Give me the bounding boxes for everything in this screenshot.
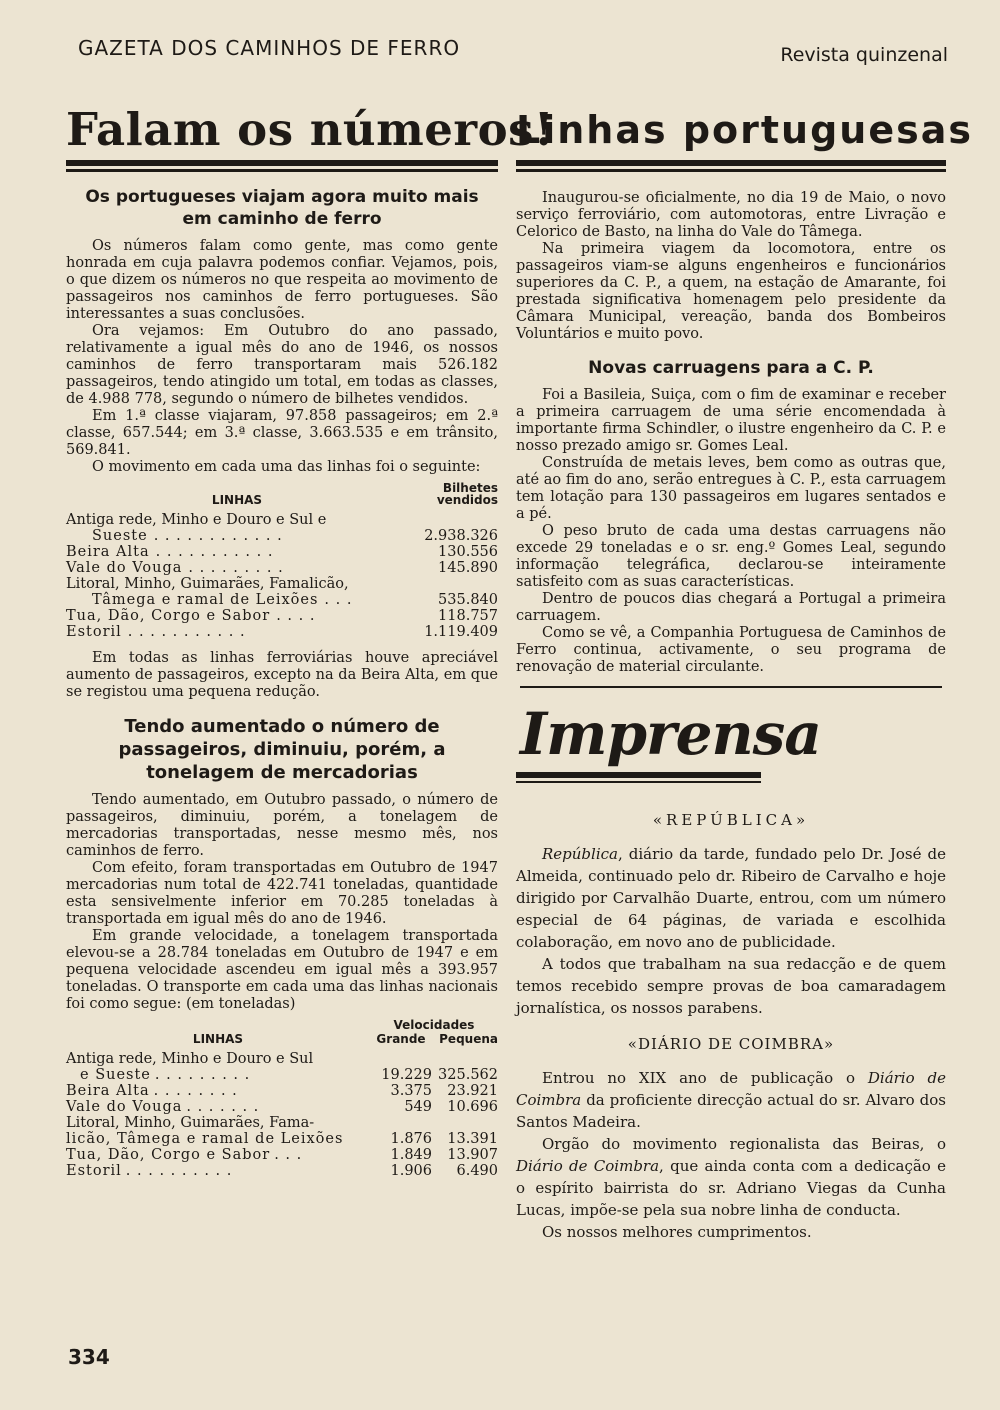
paragraph: Inaugurou-se oficialmente, no dia 19 de Maio, o novo serviço ferroviário, com automotoras, entre Livração e Celorico de Basto, na linha do Vale do Tâmega. <box>516 190 946 240</box>
col-lines: LINHAS <box>192 1032 244 1046</box>
table-row <box>66 1163 498 1179</box>
paragraph: Os nossos melhores cumprimentos. <box>542 1223 812 1241</box>
newspaper-name: Diário de Coimbra <box>516 1157 660 1175</box>
tickets-value: 1.119.409 <box>424 624 498 640</box>
table-row <box>66 1099 498 1115</box>
tickets-value: 130.556 <box>438 544 498 560</box>
col-lines: LINHAS <box>211 493 263 507</box>
press-title-rule-thin <box>516 781 761 783</box>
paragraph: Orgão do movimento regionalista das Beiras, o Diário de Coimbra, que ainda conta com a dedicação e o espírito bairrista do sr. Adriano Viegas da Cunha Lucas, impõe-se pela sua nobre linha de conducta. <box>516 1135 946 1219</box>
press-item-name: «REPÚBLICA» <box>652 811 810 829</box>
paragraph: Foi a Basileia, Suiça, com o fim de examinar e receber a primeira carruagem de uma série encomendada à importante firma Schindler, o ilustre engenheiro da C. P. e nosso prezado amigo sr. Gomes Leal. <box>516 387 946 454</box>
grande-value: 1.849 <box>390 1147 432 1163</box>
table-row <box>66 1115 498 1131</box>
paragraph: Os números falam como gente, mas como gente honrada em cuja palavra podemos confiar. Vejamos, pois, o que dizem os números no que respeita ao movimento de passageiros nos caminhos de ferro portugueses. São interessantes a suas conclusões. <box>66 238 498 322</box>
paragraph: A todos que trabalham na sua redacção e de quem temos recebido sempre provas de boa camaradagem jornalística, os nossos parabens. <box>516 955 946 1017</box>
journal-type: Revista quinzenal <box>780 44 948 66</box>
left-article-title: Falam os números! <box>66 103 555 156</box>
paragraph: Dentro de poucos dias chegará a Portugal a primeira carruagem. <box>516 591 946 624</box>
pequena-value: 13.391 <box>447 1131 498 1147</box>
table-row <box>66 512 498 528</box>
freight-table <box>66 1019 498 1179</box>
tickets-value: 2.938.326 <box>424 528 498 544</box>
press-notes <box>516 811 946 1243</box>
subhead-passengers: Os portugueses viajam agora muito mais em caminho de ferro <box>85 187 479 229</box>
tickets-value: 535.840 <box>438 592 498 608</box>
section-divider <box>520 686 942 688</box>
line-name: Tua, Dão, Corgo e Sabor . . . . <box>66 608 316 624</box>
pequena-value: 6.490 <box>456 1163 498 1179</box>
right-article-title: Linhas portuguesas <box>516 108 974 152</box>
paragraph: República, diário da tarde, fundado pelo Dr. José de Almeida, continuado pelo dr. Ribeiro de Carvalho e hoje dirigido por Carvalhão Duarte, entrou, com um número especial de 64 páginas, de variada e escolhida colaboração, em novo ano de publicidade. <box>516 845 946 951</box>
table-row <box>66 1083 498 1099</box>
table-row <box>66 624 498 640</box>
line-name: Litoral, Minho, Guimarães, Fama- <box>66 1115 315 1131</box>
paragraph: O movimento em cada uma das linhas foi o seguinte: <box>92 459 481 475</box>
pequena-value: 325.562 <box>438 1067 498 1083</box>
paragraph: Entrou no XIX ano de publicação o Diário de Coimbra da proficiente direcção actual do sr. Alvaro dos Santos Madeira. <box>516 1069 946 1131</box>
grande-value: 1.876 <box>390 1131 432 1147</box>
table-row <box>66 1051 498 1067</box>
press-section-title: Imprensa <box>520 700 821 768</box>
newspaper-name: República <box>542 845 618 863</box>
line-name: Antiga rede, Minho e Douro e Sul <box>66 1051 314 1067</box>
line-name: Litoral, Minho, Guimarães, Famalicão, <box>66 576 349 592</box>
paragraph: Em todas as linhas ferroviárias houve apreciável aumento de passageiros, excepto na da Beira Alta, em que se registou uma pequena redução. <box>66 650 498 700</box>
line-name: Antiga rede, Minho e Douro e Sul e <box>66 512 327 528</box>
paragraph: Na primeira viagem da locomotora, entre os passageiros viam-se alguns engenheiros e funcionários superiores da C. P., a quem, na estação de Amarante, foi prestada significativa homenagem pelo presidente da Câmara Municipal, vereação, banda dos Bombeiros Voluntários e muito povo. <box>516 241 946 342</box>
title-rule <box>516 160 946 166</box>
line-name: licão, Tâmega e ramal de Leixões <box>66 1131 344 1147</box>
paragraph: Com efeito, foram transportadas em Outubro de 1947 mercadorias num total de 422.741 toneladas, quantidade esta sensivelmente inferior em 70.285 toneladas à transportada em igual mês do ano de 1946. <box>66 860 498 927</box>
title-rule <box>66 160 498 166</box>
table-row <box>66 528 498 544</box>
table-row <box>66 1067 498 1083</box>
pequena-value: 23.921 <box>447 1083 498 1099</box>
col-pequena: Pequena <box>439 1032 498 1046</box>
grande-value: 3.375 <box>390 1083 432 1099</box>
col-grande: Grande <box>376 1032 426 1046</box>
paragraph: Ora vejamos: Em Outubro do ano passado, relativamente a igual mês do ano de 1946, os nossos caminhos de ferro transportaram mais 526.182 passageiros, tendo atingido um total, em todas as classes, de 4.988 778, segundo o número de bilhetes vendidos. <box>66 323 498 407</box>
paragraph: Como se vê, a Companhia Portuguesa de Caminhos de Ferro continua, activamente, o seu programa de renovação de material circulante. <box>516 625 946 675</box>
line-name: e Sueste . . . . . . . . . <box>80 1067 251 1083</box>
line-name: Tâmega e ramal de Leixões . . . <box>92 592 353 608</box>
pequena-value: 10.696 <box>447 1099 498 1115</box>
grande-value: 1.906 <box>390 1163 432 1179</box>
press-title-rule <box>516 772 761 778</box>
left-column <box>66 103 555 1189</box>
page-number: 334 <box>68 1345 110 1369</box>
grande-value: 19.229 <box>381 1067 432 1083</box>
right-column <box>516 104 974 1243</box>
col-speeds: Velocidades <box>393 1018 475 1032</box>
table-row <box>66 1131 498 1147</box>
line-name: Vale do Vouga . . . . . . . <box>66 1099 260 1115</box>
paragraph: Tendo aumentado, em Outubro passado, o número de passageiros, diminuiu, porém, a tonelagem de mercadorias transportadas, nesse mesmo mês, nos caminhos de ferro. <box>66 792 498 859</box>
subhead-carriages: Novas carruagens para a C. P. <box>588 358 874 378</box>
press-item-name: «DIÁRIO DE COIMBRA» <box>627 1035 835 1053</box>
grande-value: 549 <box>404 1099 432 1115</box>
subhead-freight: Tendo aumentado o número de passageiros, diminuiu, porém, a tonelagem de mercadorias <box>118 716 446 783</box>
table-row <box>66 576 498 592</box>
line-name: Tua, Dão, Corgo e Sabor . . . <box>66 1147 303 1163</box>
col-tickets: Bilhetes vendidos <box>436 481 498 507</box>
tickets-value: 118.757 <box>438 608 498 624</box>
line-name: Estoril . . . . . . . . . . . <box>66 624 246 640</box>
paragraph: Em grande velocidade, a tonelagem transportada elevou-se a 28.784 toneladas em Outubro de 1947 e em pequena velocidade ascendeu em igual mês a 393.957 toneladas. O transporte em cada uma das linhas nacionais foi como segue: (em toneladas) <box>66 928 498 1012</box>
table-row <box>66 1147 498 1163</box>
table-row <box>66 592 498 608</box>
line-name: Vale do Vouga . . . . . . . . . <box>66 560 284 576</box>
pequena-value: 13.907 <box>447 1147 498 1163</box>
line-name: Sueste . . . . . . . . . . . . <box>92 528 283 544</box>
running-head <box>78 36 948 70</box>
table-row <box>66 608 498 624</box>
paragraph: Construída de metais leves, bem como as outras que, até ao fim do ano, serão entregues à C. P., esta carruagem tem lotação para 130 passageiros em lugares sentados e a pé. <box>516 455 946 522</box>
paragraph: O peso bruto de cada uma destas carruagens não excede 29 toneladas e o sr. eng.º Gomes Leal, segundo informação telegráfica, declarou-se inteiramente satisfeito com as suas características. <box>516 523 946 590</box>
newspaper-name: Diário de Coimbra <box>516 1069 946 1109</box>
title-rule-thin <box>66 169 498 172</box>
journal-title: GAZETA DOS CAMINHOS DE FERRO <box>78 36 461 60</box>
table-row <box>66 544 498 560</box>
line-name: Estoril . . . . . . . . . . <box>66 1163 233 1179</box>
table-row <box>66 560 498 576</box>
tickets-value: 145.890 <box>438 560 498 576</box>
tickets-table <box>66 482 498 640</box>
paragraph: Em 1.ª classe viajaram, 97.858 passageiros; em 2.ª classe, 657.544; em 3.ª classe, 3.663.535 e em trânsito, 569.841. <box>66 408 498 458</box>
line-name: Beira Alta . . . . . . . . <box>66 1083 238 1099</box>
line-name: Beira Alta . . . . . . . . . . . <box>66 544 274 560</box>
